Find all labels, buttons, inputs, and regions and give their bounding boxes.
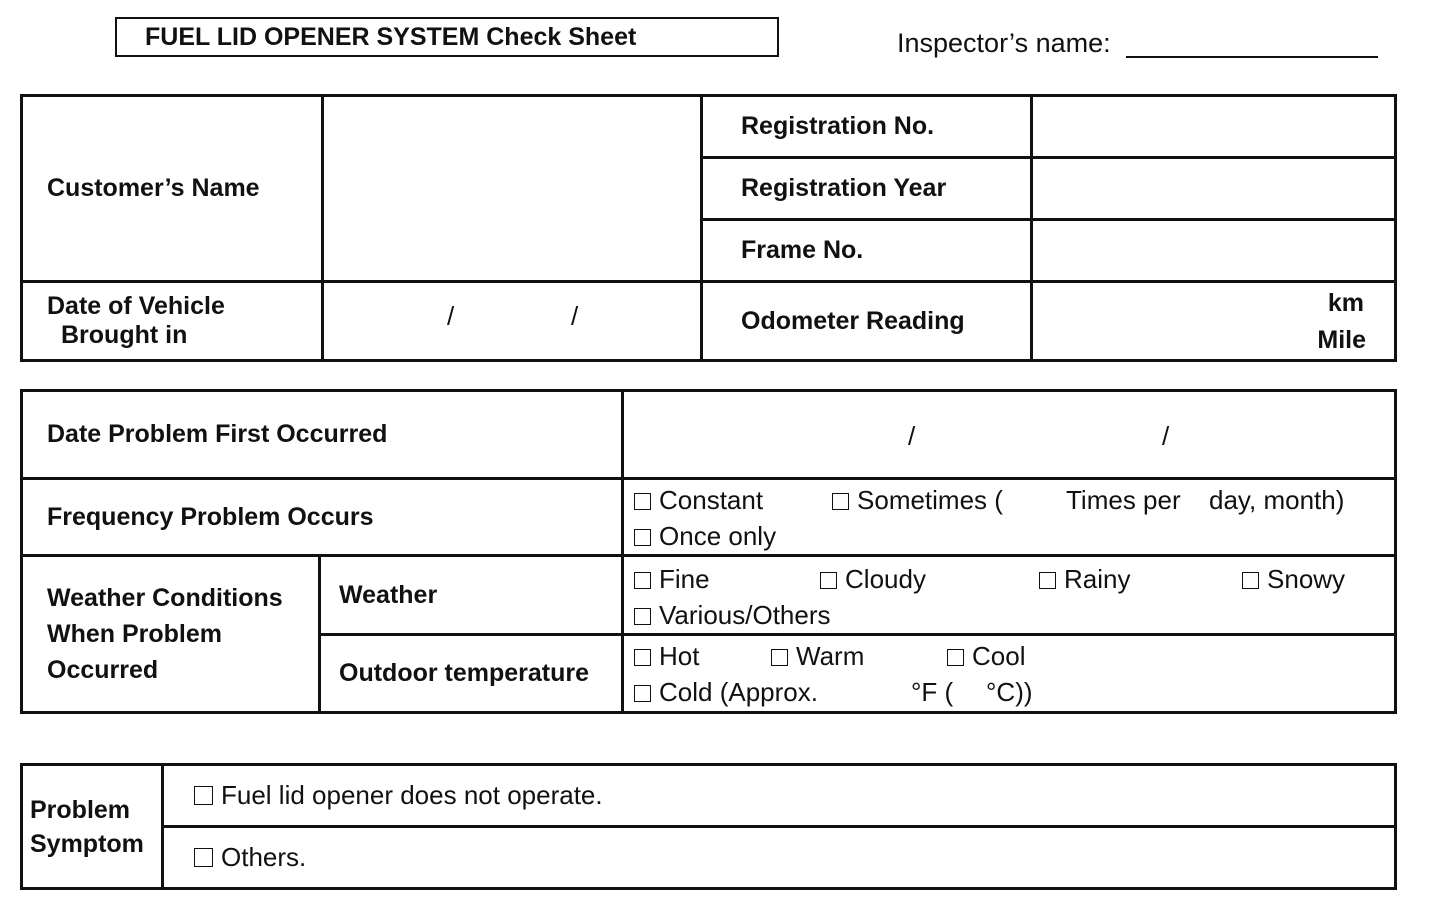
customer-name-field[interactable] xyxy=(323,96,702,282)
weather-options xyxy=(623,556,1396,635)
weather-conditions-line2: When Problem xyxy=(47,620,223,648)
temperature-hot[interactable] xyxy=(634,641,699,672)
inspector-name-field[interactable] xyxy=(1126,56,1378,58)
temperature-warm-text: Warm xyxy=(796,640,865,671)
odometer-label: Odometer Reading xyxy=(702,282,1032,361)
weather-label: Weather xyxy=(320,556,623,635)
registration-no-label: Registration No. xyxy=(702,96,1032,158)
weather-conditions-line1: Weather Conditions xyxy=(47,584,283,612)
weather-conditions-label xyxy=(22,556,320,713)
symptom-does-not-operate-text: Fuel lid opener does not operate. xyxy=(221,780,603,810)
temperature-cold[interactable] xyxy=(634,677,818,708)
frame-no-field[interactable] xyxy=(1032,220,1396,282)
checkbox-icon[interactable] xyxy=(634,529,651,546)
weather-snowy-text: Snowy xyxy=(1267,563,1346,594)
weather-rainy-text: Rainy xyxy=(1064,563,1131,594)
weather-conditions-line3: Occurred xyxy=(47,656,159,684)
weather-fine-text: Fine xyxy=(659,563,710,594)
date-separator-2: / xyxy=(571,300,579,331)
registration-year-label: Registration Year xyxy=(702,158,1032,220)
frame-no-label: Frame No. xyxy=(702,220,1032,282)
registration-year-field[interactable] xyxy=(1032,158,1396,220)
temperature-options xyxy=(623,635,1396,713)
unit-mile: Mile xyxy=(1317,325,1366,354)
checkbox-icon[interactable] xyxy=(1242,572,1259,589)
frequency-times-per: Times per xyxy=(1066,484,1181,515)
outdoor-temperature-label: Outdoor temperature xyxy=(320,635,623,713)
frequency-constant[interactable] xyxy=(634,485,763,516)
problem-symptom-line2: Symptom xyxy=(30,829,144,858)
frequency-constant-text: Constant xyxy=(659,484,764,515)
symptom-does-not-operate[interactable] xyxy=(163,765,1396,827)
temperature-hot-text: Hot xyxy=(659,640,700,671)
frequency-sometimes[interactable] xyxy=(832,485,1003,516)
date-first-separator-1: / xyxy=(908,420,916,451)
checkbox-icon[interactable] xyxy=(832,493,849,510)
customer-info-table xyxy=(20,94,1397,362)
registration-no-field[interactable] xyxy=(1032,96,1396,158)
problem-symptom-table xyxy=(20,763,1397,890)
inspector-name-label: Inspector’s name: xyxy=(897,28,1111,58)
frequency-once-only-text: Once only xyxy=(659,520,777,551)
date-brought-in-label-line1: Date of Vehicle xyxy=(47,292,225,320)
checkbox-icon[interactable] xyxy=(634,493,651,510)
temperature-cool[interactable] xyxy=(947,641,1025,672)
checkbox-icon[interactable] xyxy=(820,572,837,589)
frequency-day-month: day, month) xyxy=(1209,484,1345,515)
frequency-options xyxy=(623,479,1396,556)
checkbox-icon[interactable] xyxy=(1039,572,1056,589)
checkbox-icon[interactable] xyxy=(771,649,788,666)
temperature-deg-c: °C)) xyxy=(986,676,1033,707)
checkbox-icon[interactable] xyxy=(634,572,651,589)
checkbox-icon[interactable] xyxy=(194,848,213,867)
temperature-warm[interactable] xyxy=(771,641,864,672)
weather-fine[interactable] xyxy=(634,564,710,595)
checkbox-icon[interactable] xyxy=(634,685,651,702)
checkbox-icon[interactable] xyxy=(194,786,213,805)
temperature-deg-f: °F ( xyxy=(911,676,954,707)
frequency-sometimes-text: Sometimes ( xyxy=(857,484,1003,515)
date-first-occurred-label: Date Problem First Occurred xyxy=(22,391,623,479)
date-first-occurred-field[interactable] xyxy=(623,391,1396,479)
frequency-label: Frequency Problem Occurs xyxy=(22,479,623,556)
symptom-others-text: Others. xyxy=(221,842,307,872)
problem-occurrence-table xyxy=(20,389,1397,714)
checkbox-icon[interactable] xyxy=(634,608,651,625)
date-brought-in-label-line2: Brought in xyxy=(61,321,188,349)
temperature-cold-text: Cold (Approx. xyxy=(659,676,818,707)
odometer-field[interactable] xyxy=(1032,282,1396,361)
weather-various-text: Various/Others xyxy=(659,599,831,630)
date-brought-in-field[interactable] xyxy=(323,282,702,361)
date-brought-in-label xyxy=(22,282,323,361)
customer-name-label: Customer’s Name xyxy=(22,96,323,282)
symptom-others[interactable] xyxy=(163,827,1396,889)
checkbox-icon[interactable] xyxy=(947,649,964,666)
weather-various[interactable] xyxy=(634,600,830,631)
check-sheet-title: FUEL LID OPENER SYSTEM Check Sheet xyxy=(115,17,779,57)
checkbox-icon[interactable] xyxy=(634,649,651,666)
problem-symptom-label xyxy=(22,765,163,889)
temperature-cool-text: Cool xyxy=(972,640,1026,671)
date-separator-1: / xyxy=(447,300,455,331)
problem-symptom-line1: Problem xyxy=(30,795,131,824)
frequency-once-only[interactable] xyxy=(634,521,776,552)
unit-km: km xyxy=(1327,288,1364,317)
weather-snowy[interactable] xyxy=(1242,564,1345,595)
date-first-separator-2: / xyxy=(1162,420,1170,451)
weather-cloudy[interactable] xyxy=(820,564,926,595)
weather-cloudy-text: Cloudy xyxy=(845,563,926,594)
weather-rainy[interactable] xyxy=(1039,564,1130,595)
